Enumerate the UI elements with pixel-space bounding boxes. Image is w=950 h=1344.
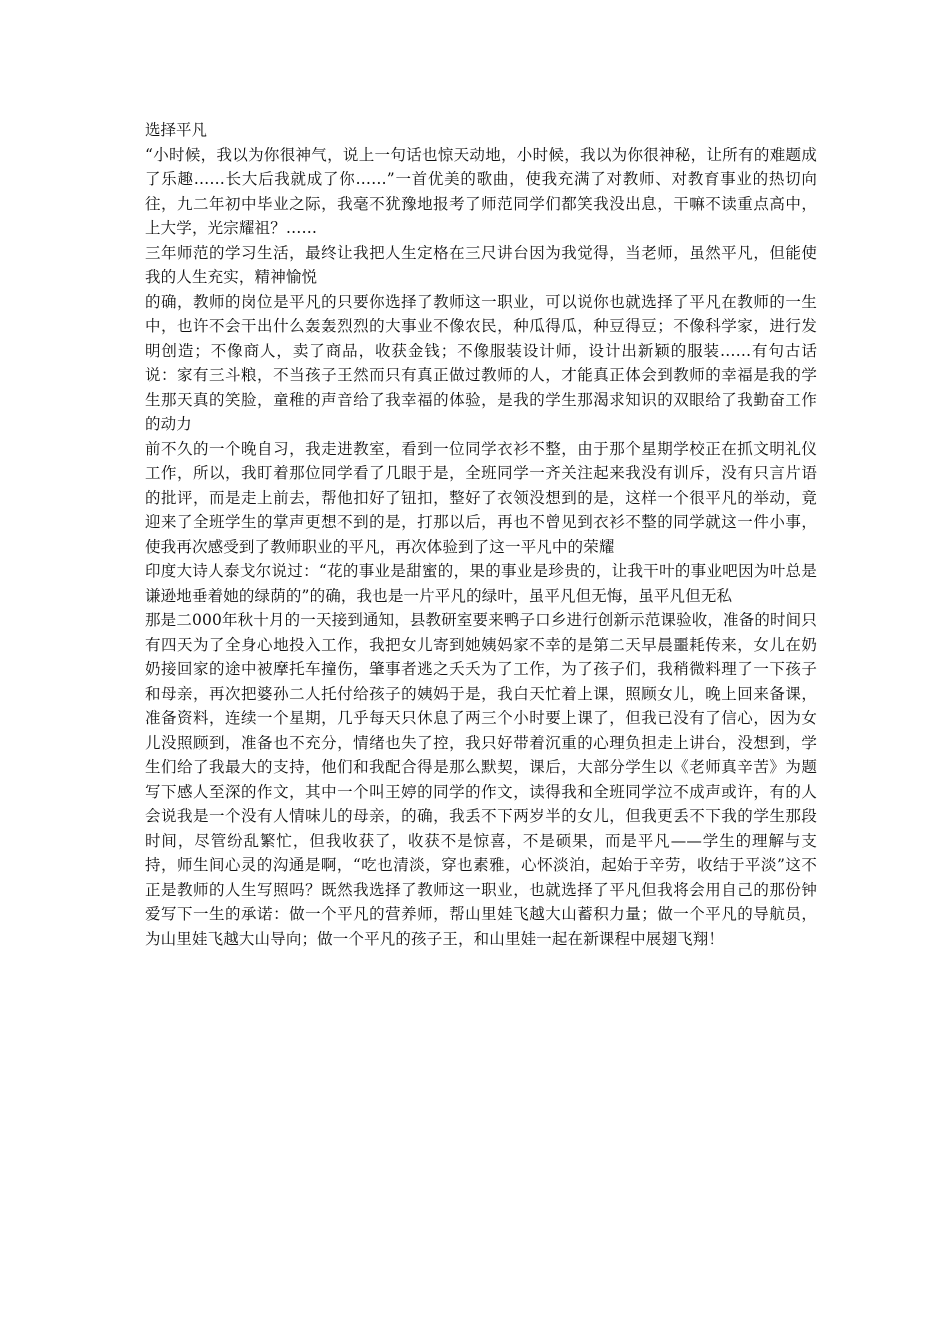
paragraph-childhood-song: “小时候，我以为你很神气，说上一句话也惊天动地，小时候，我以为你很神秘，让所有的难题成了乐趣……长大后我就成了你……”一首优美的歌曲，使我充满了对教师、对教育事业的热切向往，九二年初中毕业之际，我毫不犹豫地报考了师范同学们都笑我没出息，干嘛不读重点高中，上大学，光宗耀祖？…… xyxy=(145,145,817,237)
document-page xyxy=(145,118,817,951)
document-title: 选择平凡 xyxy=(145,121,208,139)
paragraph-tagore-quote: 印度大诗人泰戈尔说过：“花的事业是甜蜜的，果的事业是珍贵的，让我干叶的事业吧因为叶总是谦逊地垂着她的绿荫的”的确，我也是一片平凡的绿叶，虽平凡但无悔，虽平凡但无私 xyxy=(145,562,817,605)
paragraph-normal-school: 三年师范的学习生活，最终让我把人生定格在三尺讲台因为我觉得，当老师，虽然平凡，但能使我的人生充实，精神愉悦 xyxy=(145,243,817,286)
paragraph-teacher-ordinary: 的确，教师的岗位是平凡的只要你选择了教师这一职业，可以说你也就选择了平凡在教师的一生中，也许不会干出什么轰轰烈烈的大事业不像农民，种瓜得瓜，种豆得豆；不像科学家，进行发明创造；不像商人，卖了商品，收获金钱；不像服装设计师，设计出新颖的服装……有句古话说：家有三斗粮，不当孩子王然而只有真正做过教师的人，才能真正体会到教师的幸福是我的学生那天真的笑脸，童稚的声音给了我幸福的体验，是我的学生那渴求知识的双眼给了我勤奋工作的动力 xyxy=(145,292,817,433)
paragraph-demonstration-class: 那是二000年秋十月的一天接到通知，县教研室要来鸭子口乡进行创新示范课验收，准备的时间只有四天为了全身心地投入工作，我把女儿寄到她姨妈家不幸的是第二天早晨噩耗传来，女儿在奶奶接回家的途中被摩托车撞伤，肇事者逃之夭夭为了工作，为了孩子们，我稍微料理了一下孩子和母亲，再次把婆孙二人托付给孩子的姨妈于是，我白天忙着上课，照顾女儿，晚上回来备课，准备资料，连续一个星期，几乎每天只休息了两三个小时要上课了，但我已没有了信心，因为女儿没照顾到，准备也不充分，情绪也失了控，我只好带着沉重的心理负担走上讲台，没想到，学生们给了我最大的支持，他们和我配合得是那么默契，课后，大部分学生以《老师真辛苦》为题写下感人至深的作文，其中一个叫王婷的同学的作文，读得我和全班同学泣不成声或许，有的人会说我是一个没有人情味儿的母亲，的确，我丢不下两岁半的女儿，但我更丢不下我的学生那段时间，尽管纷乱繁忙，但我收获了，收获不是惊喜，不是硕果，而是平凡——学生的理解与支持，师生间心灵的沟通是啊，“吃也清淡，穿也素雅，心怀淡泊，起始于辛劳，收结于平淡”这不正是教师的人生写照吗？既然我选择了教师这一职业，也就选择了平凡但我将会用自己的那份钟爱写下一生的承诺：做一个平凡的营养师，帮山里娃飞越大山蓄积力量；做一个平凡的导航员，为山里娃飞越大山导向；做一个平凡的孩子王，和山里娃一起在新课程中展翅飞翔！ xyxy=(145,611,817,948)
paragraph-evening-study: 前不久的一个晚自习，我走进教室，看到一位同学衣衫不整，由于那个星期学校正在抓文明礼仪工作，所以，我盯着那位同学看了几眼于是，全班同学一齐关注起来我没有训斥，没有只言片语的批评，而是走上前去，帮他扣好了钮扣，整好了衣领没想到的是，这样一个很平凡的举动，竟迎来了全班学生的掌声更想不到的是，打那以后，再也不曾见到衣衫不整的同学就这一件小事，使我再次感受到了教师职业的平凡，再次体验到了这一平凡中的荣耀 xyxy=(145,439,817,556)
